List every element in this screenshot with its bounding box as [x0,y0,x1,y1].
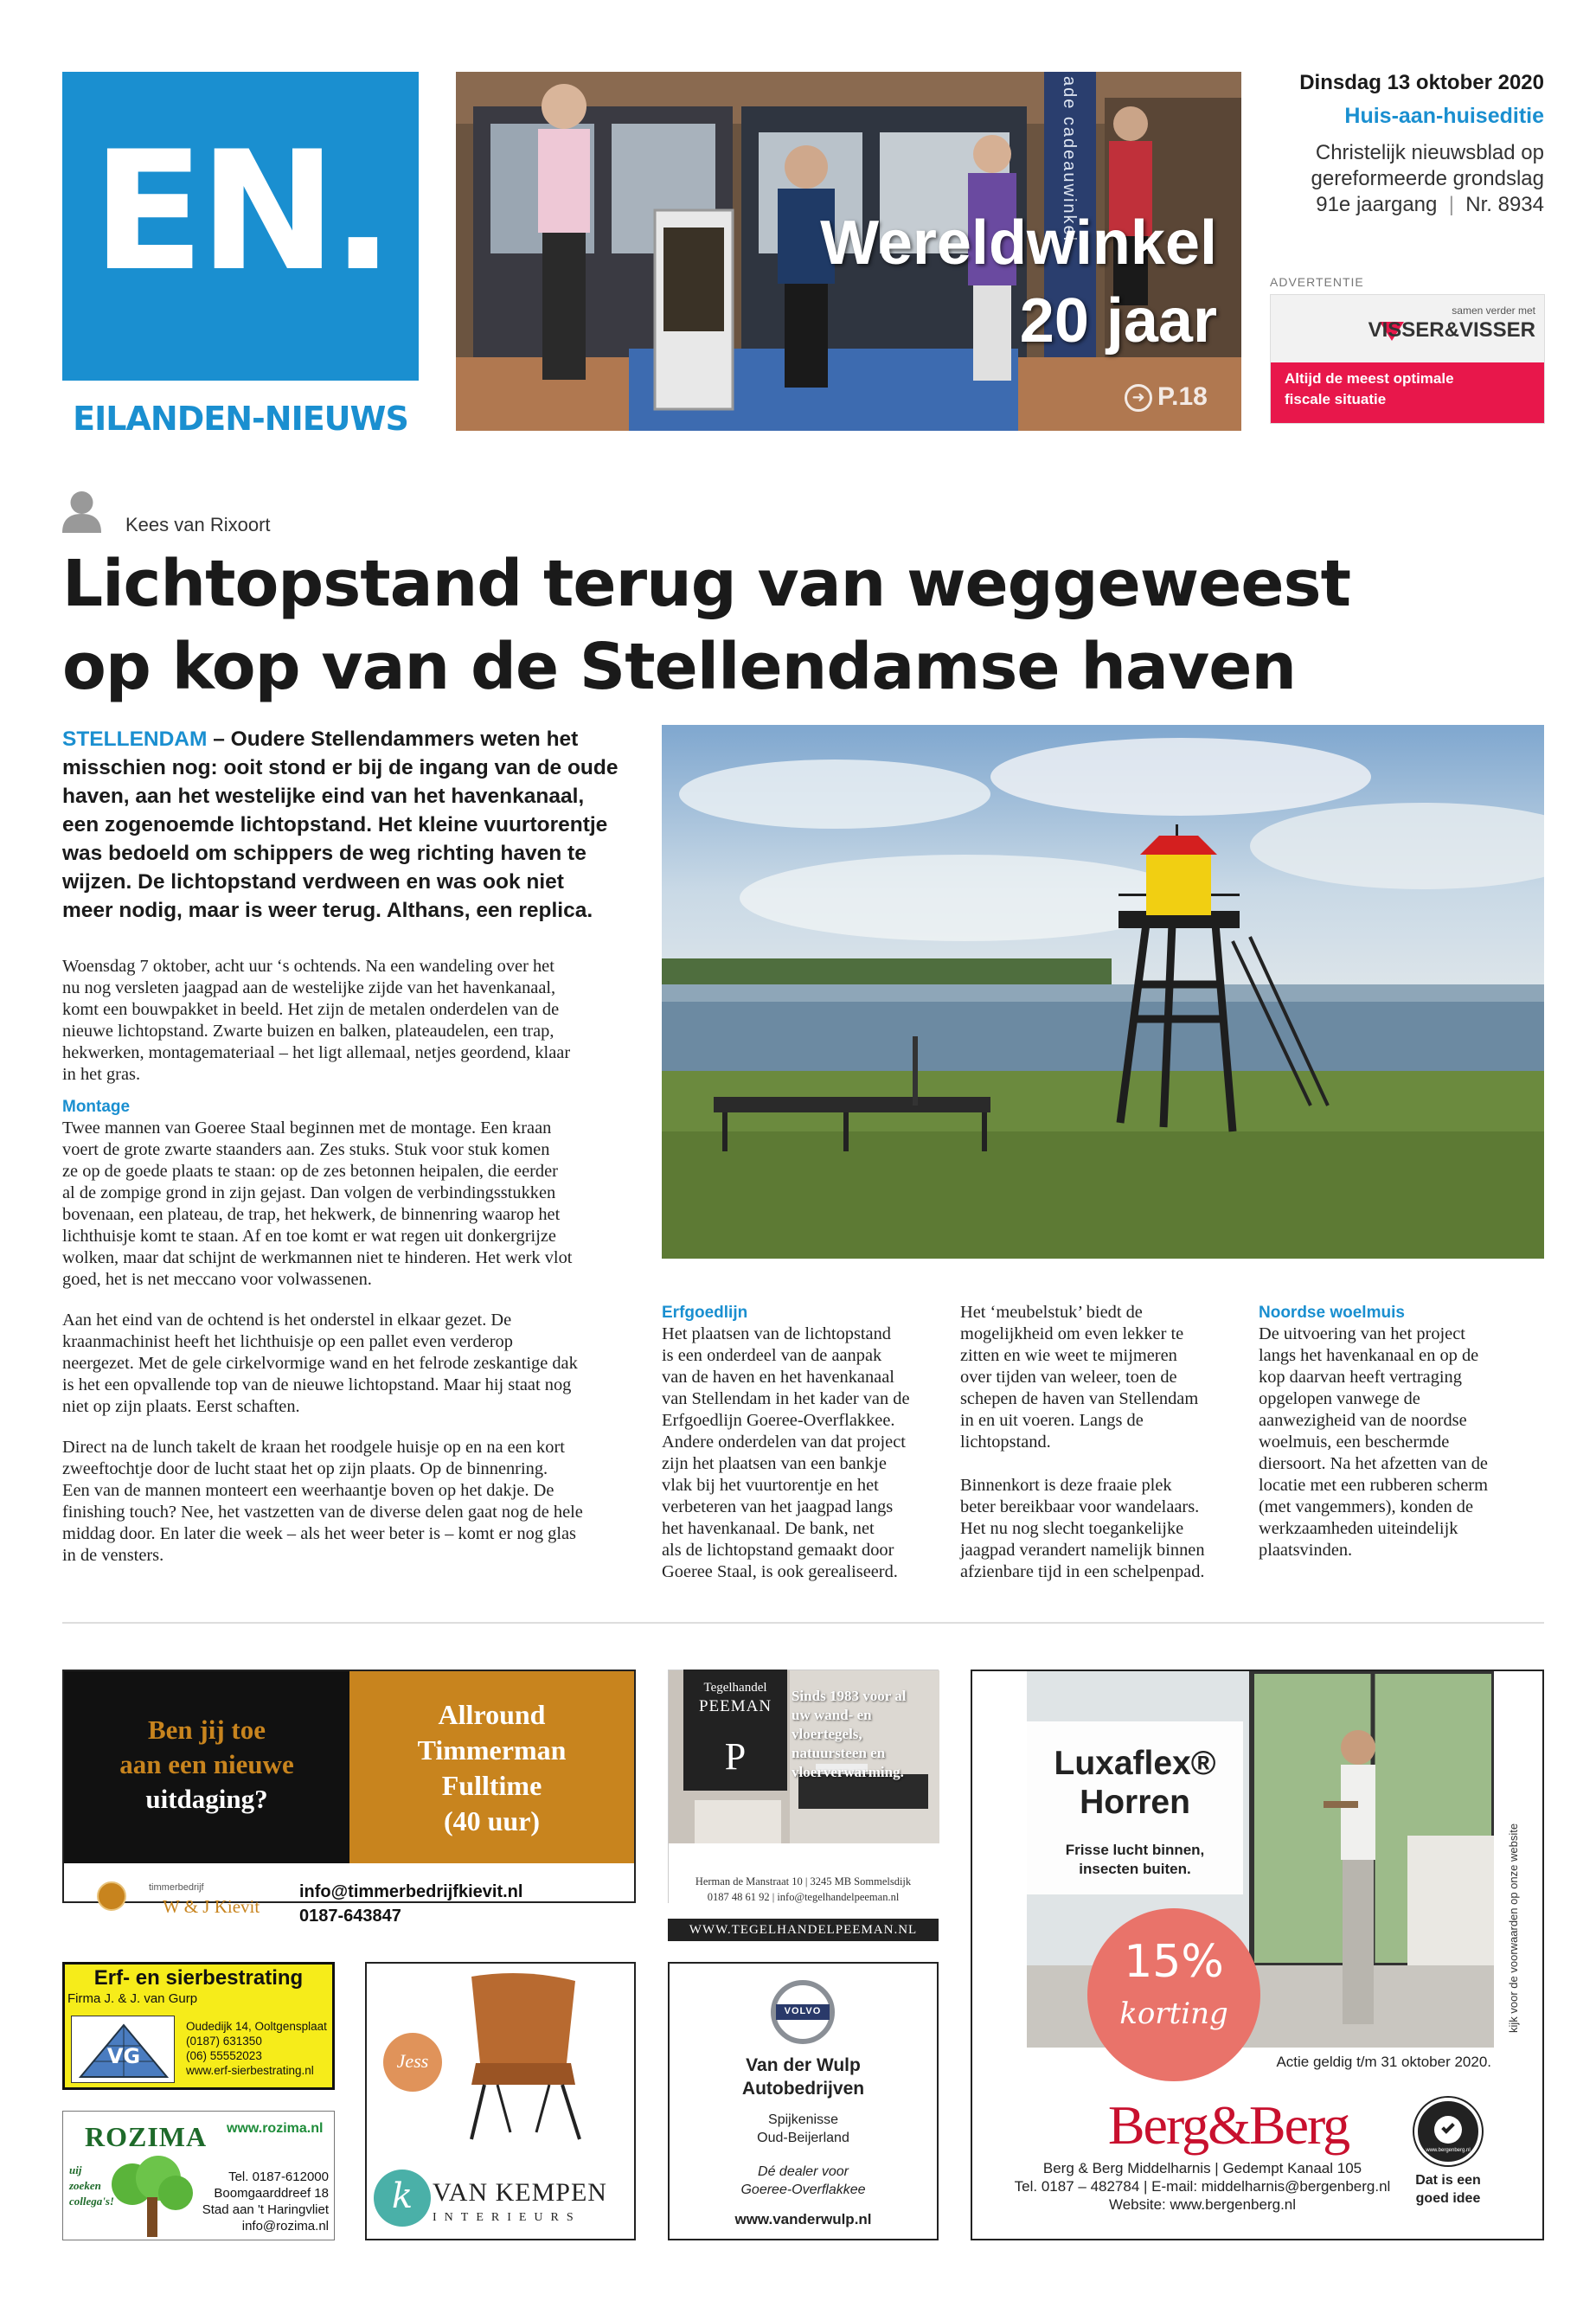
body-line: kop daarvan heeft vertraging [1259,1368,1462,1387]
luxaflex-sub-line1: Frisse lucht binnen, [1065,1842,1205,1858]
body-line: De uitvoering van het project [1259,1324,1465,1343]
vankempen-brand: VAN KEMPEN [433,2178,607,2207]
body-line: in en uit voeren. Langs de [960,1411,1144,1430]
gurp-logo-icon [71,2016,175,2083]
lead-line: was bedoeld om schippers de weg richting haven te [62,842,586,865]
kievit-left-line2: aan een nieuwe [119,1749,294,1779]
body-line: Het nu nog slecht toegankelijke [960,1519,1184,1538]
gurp-details [186,2019,327,2078]
article-col1 [62,956,633,1567]
body-line: vlak bij het vuurtorentje en het [662,1476,879,1495]
article-col3 [960,1302,1250,1583]
peeman-brand: PEEMAN [698,1697,772,1715]
body-line: komt een bouwpakket in beeld. Het zijn de metalen onderdelen van de [62,1000,560,1019]
gurp-logo-text: VG [106,2044,141,2068]
subhead-noordse-woelmuis: Noordse woelmuis [1259,1304,1405,1322]
body-line: als de lichtopstand gemaakt door [662,1541,894,1560]
body-line: aanwezigheid van de noordse [1259,1411,1467,1430]
vanderwulp-dealer-line1: Dé dealer voor [758,2164,849,2179]
vankempen-sub: INTERIEURS [433,2211,581,2224]
edition-label: Huis-aan-huiseditie [1344,104,1544,128]
visser-text-line1: Altijd de meest optimale [1285,370,1454,387]
gurp-subtitle: Firma J. & J. van Gurp [67,1991,198,2006]
body-line: finishing touch? Nee, het vastzetten van de diverse delen gaat nog de hele [62,1503,583,1522]
peeman-text-line: vloertegels, [792,1726,862,1742]
body-line: niet op zijn plaats. Eerst schaften. [62,1397,300,1416]
vankempen-k-icon: k [374,2170,431,2227]
body-line: jaagpad verandert namelijk binnen [960,1541,1205,1560]
lead-line: – Oudere Stellendammers weten het [213,727,579,751]
vanderwulp-loc2: Oud-Beijerland [757,2131,849,2145]
body-line: Het ‘meubelstuk’ biedt de [960,1303,1143,1322]
chair-illustration [437,1968,610,2141]
article-col2 [662,1302,952,1583]
body-line: Direct na de lunch takelt de kraan het roodgele huisje op en na een kort [62,1438,565,1457]
bergenberg-website[interactable]: Website: www.bergenberg.nl [1108,2196,1297,2213]
body-line: opgelopen vanwege de [1259,1389,1420,1408]
body-line: zijn het plaatsen van een bankje [662,1454,887,1473]
kievit-logo-name: W & J Kievit [163,1896,260,1917]
discount-value: 15% [1124,1936,1224,1988]
vanderwulp-website[interactable]: www.vanderwulp.nl [734,2211,872,2227]
kievit-left-text [64,1713,349,1817]
vanderwulp-name-line1: Van der Wulp [746,2055,861,2075]
rozima-slogan-line: collega's! [69,2195,114,2208]
hero-title-line1: Wereldwinkel [820,208,1217,278]
discount-label: korting [1119,1997,1228,2031]
headline-line2: op kop van de Stellendamse haven [62,630,1297,704]
lead-line: wijzen. De lichtopstand verdween en was ook niet [62,870,564,894]
volume: 91e jaargang [1316,193,1438,216]
rozima-slogan [69,2163,114,2209]
body-line: Aan het eind van de ochtend is het onderstel in elkaar gezet. De [62,1311,512,1330]
kievit-right-line4: (40 uur) [443,1805,541,1836]
body-line: bovenaan, een plateau, de trap, het hekwerk, de binnenring waarop het [62,1205,561,1224]
body-line: in de vensters. [62,1546,164,1565]
seal-text: Dat is een goed idee [1415,2173,1481,2206]
kievit-right-line2: Timmerman [417,1734,567,1766]
kievit-logo-icon [97,1881,126,1911]
vanderwulp-loc1: Spijkenisse [768,2112,838,2127]
luxaflex-title-line2: Horren [1080,1784,1190,1821]
subhead-erfgoedlijn: Erfgoedlijn [662,1304,748,1322]
kievit-phone[interactable]: 0187-643847 [299,1907,401,1926]
body-line: (met vangemmers), konden de [1259,1497,1474,1516]
gurp-title: Erf- en sierbestrating [93,1966,304,1990]
visser-brand: VISSER&VISSER [1368,318,1535,342]
col1-paragraph4 [62,1437,633,1567]
body-line: woelmuis, een beschermde [1259,1433,1450,1452]
luxaflex-sub-line2: insecten buiten. [1079,1861,1191,1877]
kievit-logo-small: timmerbedrijf [149,1882,204,1893]
lead-place: STELLENDAM [62,727,208,751]
peeman-website[interactable]: WWW.TEGELHANDELPEEMAN.NL [668,1919,939,1941]
body-line: afzienbare tijd in een schelpenpad. [960,1562,1205,1581]
rozima-line: Tel. 0187-612000 [228,2170,329,2184]
body-line: plaatsvinden. [1259,1541,1353,1560]
issue-date: Dinsdag 13 oktober 2020 [1299,71,1544,94]
volume-issue: 91e jaargang | Nr. 8934 [1316,193,1544,216]
kievit-left-line3: uitdaging? [145,1784,268,1814]
luxaflex-title [1027,1744,1243,1822]
hero-sign-text: ade cadeauwinkel [1060,76,1079,243]
visser-text-line2: fiscale situatie [1285,391,1387,407]
body-line: goed, het is net meccano voor volwassenen. [62,1270,372,1289]
body-line: schepen de haven van Stellendam [960,1389,1199,1408]
vanderwulp-name [668,2054,939,2100]
body-line: Binnenkort is deze fraaie plek [960,1476,1172,1495]
tagline-line1: Christelijk nieuwsblad op [1315,141,1544,164]
seal-ring-text: www.bergenberg.nl [1426,2148,1471,2153]
body-line: voert de grote zwarte staanders aan. Zes stuks. Stuk voor stuk komen [62,1140,550,1159]
body-line: Erfgoedlijn Goeree-Overflakkee. [662,1411,895,1430]
body-line: nu nog versleten jaagpad aan de westelijke zijde van het havenkanaal, [62,978,556,997]
rozima-line: Stad aan 't Haringvliet [202,2202,329,2217]
peeman-address: Herman de Manstraat 10 | 3245 MB Sommelsdijk [695,1875,912,1888]
kievit-right-line1: Allround [438,1699,546,1730]
goed-idee-seal-icon [1414,2098,1482,2165]
body-line: over tijden van weleer, toen de [960,1368,1177,1387]
rozima-title: ROZIMA [85,2121,208,2152]
body-line: middag door. En later die week – als het weer beter is – komt er nog glas [62,1524,576,1543]
rozima-line: Boomgaarddreef 18 [214,2186,329,2201]
vanderwulp-dealer-line2: Goeree-Overflakkee [740,2182,866,2197]
headline-line1: Lichtopstand terug van weggeweest [62,547,1350,621]
tagline-line2: gereformeerde grondslag [1311,167,1544,190]
rozima-details [173,2169,329,2234]
lighthouse-photo-illustration [662,725,1544,1259]
body-line: Een van de mannen monteert een weerhaantje boven op het dakje. De [62,1481,554,1500]
body-line: al de zompige grond in zijn gejast. Dan volgen de verbindingsstukken [62,1183,556,1202]
body-line: ze op de goede plaats te staan: op de zes betonnen heipalen, die eerder [62,1162,558,1181]
body-line: Het plaatsen van de lichtopstand [662,1324,891,1343]
body-line: zweeftochtje door de lucht staat het op zijn plaats. Op de binnenring. [62,1459,548,1478]
hero-title-line2: 20 jaar [1019,286,1217,356]
body-line: is een onderdeel van de aanpak [662,1346,882,1365]
luxaflex-title-line1: Luxaflex® [1054,1745,1216,1782]
volvo-logo-icon [771,1980,835,2044]
author-name: Kees van Rixoort [125,514,271,535]
body-line: het havenkanaal. De bank, net [662,1519,875,1538]
volvo-logo-text: VOLVO [784,2006,822,2016]
gurp-line: (06) 55552023 [186,2049,262,2062]
subhead-montage: Montage [62,1098,131,1116]
hero-page-ref[interactable] [1157,382,1208,412]
body-line: zitten en wie weet te mijmeren [960,1346,1177,1365]
body-line: mogelijkheid om even lekker te [960,1324,1184,1343]
peeman-text-line: natuursteen en [792,1745,886,1761]
body-line: Andere onderdelen van dat project [662,1433,906,1452]
kievit-email-link[interactable]: info@timmerbedrijfkievit.nl [299,1882,523,1901]
body-line: werkzaamheden uiteindelijk [1259,1519,1458,1538]
col1-paragraph2 [62,1118,633,1291]
vanderwulp-name-line2: Autobedrijven [741,2079,865,2099]
lead-line: misschien nog: ooit stond er bij de ingang van de oude [62,756,619,779]
issue-number: Nr. 8934 [1465,193,1544,216]
lead-line: een zogenoemde lichtopstand. Het kleine vuurtorentje [62,813,608,836]
luxaflex-sub [1027,1841,1243,1879]
article-lead [62,725,625,925]
woman-figure [1324,1723,1393,2035]
body-line: Woensdag 7 oktober, acht uur ‘s ochtends. Na een wandeling over het [62,957,554,976]
body-line: kraanmachinist heeft het lichthuisje op een pallet even verderop [62,1332,513,1351]
body-line: Goeree Staal, is ook gerealiseerd. [662,1562,898,1581]
body-line: verbeteren van het jaagpad langs [662,1497,894,1516]
gurp-line: (0187) 631350 [186,2035,262,2048]
body-line: diersoort. Na het afzetten van de [1259,1454,1488,1473]
logo-name: EILANDEN-NIEUWS [73,400,408,438]
rozima-slogan-line: zoeken [69,2179,101,2192]
bergenberg-phone-email[interactable]: Tel. 0187 – 482784 | E-mail: middelharnis@bergenberg.nl [1014,2178,1391,2195]
page-arrow-icon: ➜ [1125,384,1152,412]
vanderwulp-locations [668,2111,939,2147]
peeman-contact: 0187 48 61 92 | info@tegelhandelpeeman.nl [707,1891,900,1903]
bergenberg-logo: Berg&Berg [1107,2094,1349,2156]
peeman-monogram: P [724,1735,747,1778]
body-line: nieuwe lichtopstand. Zwarte buizen en balken, plateaudelen, een trap, [62,1022,554,1041]
body-line: is het een opvallende top van de nieuwe lichtopstand. Maar hij staat nog [62,1375,572,1394]
kievit-right-text [349,1697,634,1839]
visser-ad-text [1285,369,1535,410]
lighthouse-photo[interactable] [662,725,1544,1259]
gurp-line: Oudedijk 14, Ooltgensplaat [186,2020,327,2033]
lead-line: haven, aan het westelijke eind van het havenkanaal, [62,785,585,808]
peeman-text-line: Sinds 1983 voor al [792,1688,907,1704]
jess-logo-text: Jess [396,2050,429,2072]
author-avatar-icon [62,490,101,533]
vanderwulp-dealer [668,2163,939,2199]
hero-page-ref-text: P.18 [1157,382,1208,411]
bergenberg-address: Berg & Berg Middelharnis | Gedempt Kanaal 105 [1042,2160,1362,2176]
body-line: hekwerken, montagemateriaal – het ligt allemaal, netjes geordend, klaar [62,1043,571,1062]
peeman-text [792,1687,939,1782]
bergenberg-contact [977,2159,1427,2214]
rozima-line[interactable]: info@rozima.nl [241,2219,329,2234]
section-divider [62,1622,1544,1624]
visser-small-text: samen verder met [1452,304,1535,317]
advertisement-label: ADVERTENTIE [1270,275,1364,289]
peeman-brand-small: Tegelhandel [703,1681,767,1695]
body-line: langs het havenkanaal en op de [1259,1346,1479,1365]
body-line: van Stellendam in het kader van de [662,1389,910,1408]
logo-letters: EN. [92,116,389,307]
kievit-right-line3: Fulltime [441,1770,542,1801]
luxaflex-side-text: kijk voor de voorwaarden op onze website [1507,1823,1520,2033]
body-line: locatie met een rubberen scherm [1259,1476,1488,1495]
kievit-left-line1: Ben jij toe [147,1715,266,1745]
gurp-line[interactable]: www.erf-sierbestrating.nl [186,2064,314,2077]
body-line: in het gras. [62,1065,141,1084]
col1-paragraph1 [62,956,633,1086]
col1-paragraph3 [62,1310,633,1418]
luxaflex-validity: Actie geldig t/m 31 oktober 2020. [1276,2054,1491,2070]
body-line: van de haven en het havenkanaal [662,1368,894,1387]
body-line: Twee mannen van Goeree Staal beginnen met de montage. Een kraan [62,1118,552,1138]
rozima-slogan-line: uij [69,2163,82,2176]
lead-line: meer nodig, maar is weer terug. Althans, een replica. [62,899,593,922]
body-line: wolken, maar dat schijnt de werkmannen niet te hinderen. Het werk vlot [62,1248,573,1267]
body-line: lichthuisje komt te staan. Af en toe komt er wat regen uit donkergrijze [62,1227,556,1246]
article-col4 [1259,1302,1548,1561]
peeman-text-line: uw wand- en [792,1707,872,1723]
peeman-text-line: vloerverwarming. [792,1764,904,1780]
body-line: neergezet. Met de gele cirkelvormige wand en het felrode zeskantige dak [62,1354,578,1373]
rozima-website[interactable]: www.rozima.nl [227,2121,324,2136]
body-line: beter bereikbaar voor wandelaars. [960,1497,1200,1516]
body-line: lichtopstand. [960,1433,1051,1452]
